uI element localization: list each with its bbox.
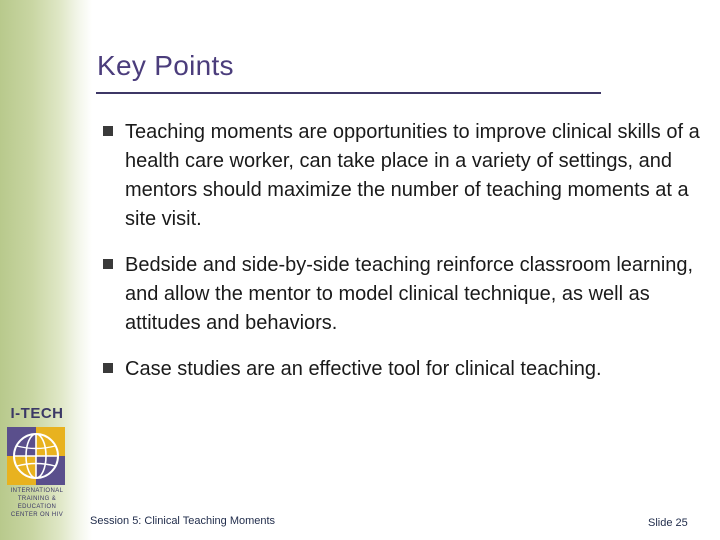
bullet-list bbox=[100, 118, 705, 401]
bullet-item bbox=[100, 251, 705, 338]
logo-tagline-line: CENTER ON HIV bbox=[10, 512, 64, 518]
logo-tagline bbox=[6, 487, 68, 519]
itech-logo bbox=[6, 405, 68, 523]
slide-title: Key Points bbox=[97, 50, 234, 81]
globe-icon bbox=[7, 427, 65, 485]
logo-tagline-line: EDUCATION bbox=[17, 504, 57, 510]
bullet-text: Case studies are an effective tool for clinical teaching. bbox=[125, 358, 602, 380]
square-bullet-icon bbox=[103, 363, 113, 373]
bullet-text: Teaching moments are opportunities to improve clinical skills of a health care worker, can take place in a variety of settings, and mentors should maximize the number of teaching moments at a site visit. bbox=[125, 121, 700, 230]
logo-name: I-TECH bbox=[10, 405, 64, 422]
square-bullet-icon bbox=[103, 259, 113, 269]
title-underline bbox=[96, 92, 601, 94]
square-bullet-icon bbox=[103, 126, 113, 136]
logo-tagline-line: TRAINING & bbox=[17, 496, 57, 502]
bullet-item bbox=[100, 355, 705, 384]
footer-session: Session 5: Clinical Teaching Moments bbox=[90, 515, 276, 527]
bullet-item bbox=[100, 118, 705, 234]
logo-tagline-line: INTERNATIONAL bbox=[10, 488, 64, 494]
footer-slide-number: Slide 25 bbox=[648, 517, 688, 529]
bullet-text: Bedside and side-by-side teaching reinforce classroom learning, and allow the mentor to model clinical technique, as well as attitudes and behaviors. bbox=[125, 254, 694, 334]
